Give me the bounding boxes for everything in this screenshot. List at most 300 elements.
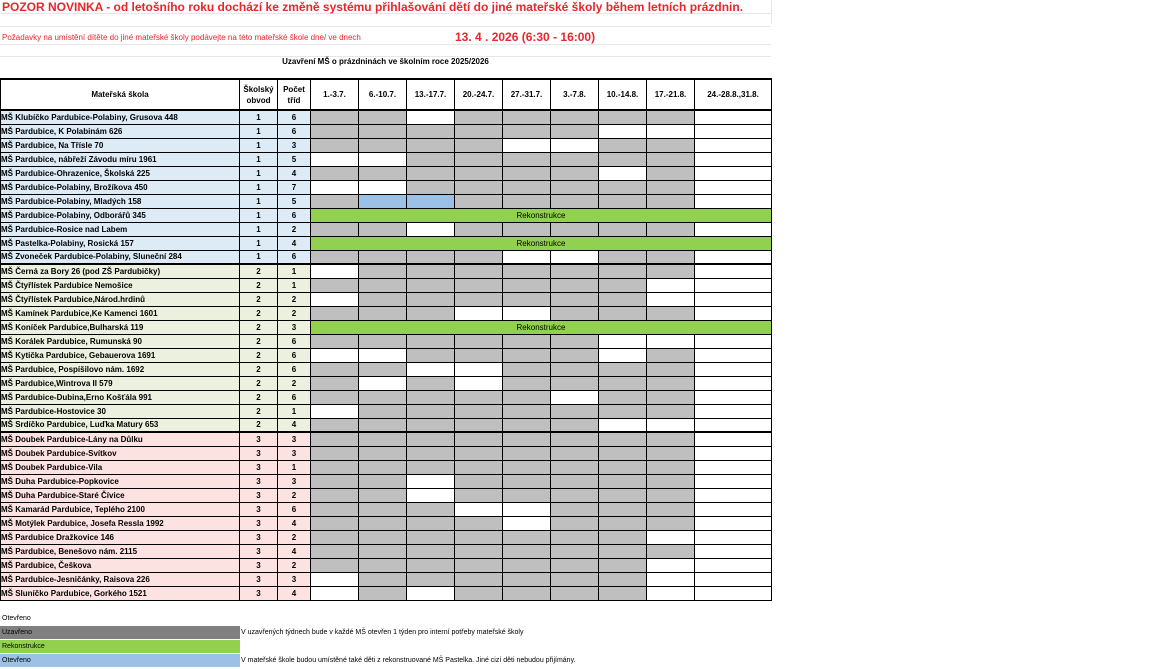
closed-cell (647, 376, 695, 390)
table-row (1, 334, 772, 348)
school-name: MŠ Koníček Pardubice,Bulharská 119 (1, 320, 240, 334)
school-name: MŠ Čtyřlístek Pardubice,Národ.hrdinů (1, 292, 240, 306)
closed-cell (359, 166, 407, 180)
table-row (1, 236, 772, 250)
school-classes: 5 (278, 194, 311, 208)
school-name: MŠ Pardubice-Dubina,Erno Košťála 991 (1, 390, 240, 404)
closed-cell (503, 110, 551, 124)
closed-cell (407, 418, 455, 432)
closed-cell (503, 362, 551, 376)
closed-cell (455, 390, 503, 404)
closed-cell (551, 110, 599, 124)
table-row (1, 488, 772, 502)
closed-cell (455, 460, 503, 474)
school-district: 3 (240, 446, 278, 460)
open-cell (551, 390, 599, 404)
closed-cell (359, 404, 407, 418)
closed-cell (599, 250, 647, 264)
open-cell (695, 292, 772, 306)
open-cell (455, 502, 503, 516)
closed-cell (455, 124, 503, 138)
school-name: MŠ Pastelka-Polabiny, Rosická 157 (1, 236, 240, 250)
school-district: 2 (240, 320, 278, 334)
closed-cell (407, 180, 455, 194)
open-cell (503, 502, 551, 516)
closed-cell (359, 138, 407, 152)
closed-cell (503, 264, 551, 278)
closed-cell (359, 432, 407, 446)
open-cell (695, 348, 772, 362)
week-header: 3.-7.8. (551, 79, 599, 110)
school-name: MŠ Pardubice Dražkovice 146 (1, 530, 240, 544)
school-district: 3 (240, 586, 278, 600)
closed-cell (407, 544, 455, 558)
closed-cell (551, 194, 599, 208)
open-cell (695, 180, 772, 194)
school-classes: 3 (278, 320, 311, 334)
school-classes: 4 (278, 516, 311, 530)
table-row (1, 390, 772, 404)
closed-cell (455, 292, 503, 306)
open-cell (551, 138, 599, 152)
table-row (1, 558, 772, 572)
col-classes-header: Počet tříd (278, 79, 311, 110)
table-row (1, 110, 772, 124)
closed-cell (503, 152, 551, 166)
legend-open-alt: Otevřeno (0, 654, 240, 667)
closed-cell (503, 530, 551, 544)
closed-cell (551, 306, 599, 320)
closed-cell (407, 250, 455, 264)
closed-cell (647, 362, 695, 376)
open-cell (695, 544, 772, 558)
open-cell (647, 558, 695, 572)
open-cell (695, 586, 772, 600)
request-date: 13. 4 . 2026 (6:30 - 16:00) (455, 30, 596, 44)
closed-cell (407, 348, 455, 362)
closed-cell (407, 278, 455, 292)
closed-cell (455, 586, 503, 600)
closed-cell (311, 502, 359, 516)
closed-cell (359, 572, 407, 586)
closed-cell (359, 264, 407, 278)
closed-cell (647, 264, 695, 278)
open-cell (695, 390, 772, 404)
open-cell (455, 376, 503, 390)
closed-cell (503, 124, 551, 138)
closed-cell (359, 460, 407, 474)
school-district: 3 (240, 516, 278, 530)
closed-cell (455, 222, 503, 236)
closed-cell (455, 488, 503, 502)
closed-cell (407, 572, 455, 586)
open-cell (695, 306, 772, 320)
closed-cell (551, 166, 599, 180)
closed-cell (455, 474, 503, 488)
open-cell (551, 250, 599, 264)
legend-open: Otevřeno (0, 612, 240, 625)
closed-cell (599, 474, 647, 488)
school-classes: 3 (278, 474, 311, 488)
closed-cell (311, 488, 359, 502)
school-name: MŠ Zvoneček Pardubice-Polabiny, Sluneční 284 (1, 250, 240, 264)
closed-cell (599, 530, 647, 544)
closed-cell (311, 530, 359, 544)
school-district: 2 (240, 418, 278, 432)
open-cell (407, 474, 455, 488)
open-cell (695, 558, 772, 572)
open-cell (407, 110, 455, 124)
open-cell (599, 166, 647, 180)
closed-cell (311, 110, 359, 124)
closed-cell (599, 180, 647, 194)
school-name: MŠ Pardubice, Benešovo nám. 2115 (1, 544, 240, 558)
school-district: 1 (240, 124, 278, 138)
open-cell (359, 152, 407, 166)
open-cell (455, 306, 503, 320)
school-name: MŠ Doubek Pardubice-Svítkov (1, 446, 240, 460)
table-row (1, 194, 772, 208)
school-name: MŠ Pardubice, Češkova (1, 558, 240, 572)
closed-cell (311, 432, 359, 446)
school-classes: 1 (278, 404, 311, 418)
closed-cell (311, 460, 359, 474)
table-row (1, 264, 772, 278)
open-cell (647, 278, 695, 292)
open-cell (695, 250, 772, 264)
open-cell (407, 488, 455, 502)
closed-cell (551, 348, 599, 362)
school-classes: 2 (278, 306, 311, 320)
school-district: 1 (240, 236, 278, 250)
table-row (1, 320, 772, 334)
table-row (1, 544, 772, 558)
table-row (1, 152, 772, 166)
school-classes: 5 (278, 152, 311, 166)
closed-cell (455, 516, 503, 530)
week-header: 20.-24.7. (455, 79, 503, 110)
school-classes: 6 (278, 390, 311, 404)
closed-cell (455, 446, 503, 460)
school-name: MŠ Pardubice-Jesničánky, Raisova 226 (1, 572, 240, 586)
closed-cell (647, 152, 695, 166)
school-name: MŠ Pardubice-Polabiny, Mladých 158 (1, 194, 240, 208)
closed-cell (455, 180, 503, 194)
closed-cell (599, 488, 647, 502)
open-cell (503, 306, 551, 320)
closed-cell (551, 152, 599, 166)
table-row (1, 208, 772, 222)
school-name: MŠ Klubíčko Pardubice-Polabiny, Grusova 448 (1, 110, 240, 124)
school-classes: 3 (278, 432, 311, 446)
closed-cell (407, 334, 455, 348)
closed-cell (503, 278, 551, 292)
closed-cell (503, 222, 551, 236)
open-cell (695, 152, 772, 166)
open-cell (311, 180, 359, 194)
closed-cell (455, 138, 503, 152)
table-row (1, 432, 772, 446)
closed-cell (311, 376, 359, 390)
request-text: Požadavky na umístění dítěte do jiné mateřské školy podávejte na této mateřské škole dne/ ve dnech (2, 33, 361, 42)
closed-cell (407, 558, 455, 572)
reconstruction-cell: Rekonstrukce (311, 236, 772, 250)
school-district: 1 (240, 110, 278, 124)
closed-cell (311, 334, 359, 348)
school-name: MŠ Duha Pardubice-Popkovice (1, 474, 240, 488)
school-name: MŠ Pardubice-Hostovice 30 (1, 404, 240, 418)
closed-cell (407, 516, 455, 530)
closed-cell (311, 558, 359, 572)
closed-cell (647, 516, 695, 530)
open-cell (599, 418, 647, 432)
open-cell (647, 292, 695, 306)
closed-cell (647, 194, 695, 208)
open-cell (695, 418, 772, 432)
table-row (1, 516, 772, 530)
closed-cell (311, 306, 359, 320)
closed-cell (551, 586, 599, 600)
legend-note-closed: V uzavřených týdnech bude v každé MŠ otevřen 1 týden pro interní potřeby mateřské školy (241, 629, 524, 636)
closed-cell (599, 278, 647, 292)
closed-cell (551, 278, 599, 292)
closed-cell (359, 418, 407, 432)
table-row (1, 572, 772, 586)
closed-cell (311, 124, 359, 138)
school-name: MŠ Duha Pardubice-Staré Čívice (1, 488, 240, 502)
school-classes: 2 (278, 292, 311, 306)
table-body (1, 110, 772, 600)
school-classes: 6 (278, 208, 311, 222)
closed-cell (599, 460, 647, 474)
open-cell (695, 138, 772, 152)
school-classes: 2 (278, 530, 311, 544)
open-cell (311, 572, 359, 586)
school-classes: 2 (278, 488, 311, 502)
closed-cell (359, 292, 407, 306)
closed-cell (551, 362, 599, 376)
col-district-header: Školský obvod (240, 79, 278, 110)
closed-cell (311, 544, 359, 558)
school-district: 3 (240, 432, 278, 446)
open-cell (503, 516, 551, 530)
table-row (1, 138, 772, 152)
open-cell (599, 334, 647, 348)
closed-cell (455, 278, 503, 292)
school-name: MŠ Kamínek Pardubice,Ke Kamenci 1601 (1, 306, 240, 320)
closed-cell (503, 474, 551, 488)
closed-cell (359, 544, 407, 558)
open-cell (695, 334, 772, 348)
closed-cell (551, 334, 599, 348)
school-district: 3 (240, 530, 278, 544)
table-row (1, 348, 772, 362)
closed-cell (503, 418, 551, 432)
open-cell (455, 362, 503, 376)
school-district: 3 (240, 558, 278, 572)
closed-cell (359, 488, 407, 502)
closed-cell (455, 264, 503, 278)
closed-cell (551, 572, 599, 586)
closed-cell (455, 404, 503, 418)
school-name: MŠ Pardubice-Polabiny, Brožíkova 450 (1, 180, 240, 194)
school-name: MŠ Pardubice-Polabiny, Odborářů 345 (1, 208, 240, 222)
closed-cell (311, 138, 359, 152)
closed-cell (455, 432, 503, 446)
school-district: 2 (240, 264, 278, 278)
table-row (1, 362, 772, 376)
week-header: 27.-31.7. (503, 79, 551, 110)
school-classes: 4 (278, 544, 311, 558)
open-alt-cell (407, 194, 455, 208)
school-classes: 3 (278, 572, 311, 586)
table-row (1, 460, 772, 474)
school-name: MŠ Pardubice, K Polabinám 626 (1, 124, 240, 138)
open-cell (311, 152, 359, 166)
school-classes: 2 (278, 222, 311, 236)
open-cell (695, 194, 772, 208)
table-row (1, 530, 772, 544)
closed-cell (503, 432, 551, 446)
closed-cell (455, 348, 503, 362)
closed-cell (455, 152, 503, 166)
open-cell (695, 376, 772, 390)
header-row (1, 79, 772, 110)
closed-cell (311, 194, 359, 208)
closed-cell (647, 166, 695, 180)
school-name: MŠ Kamarád Pardubice, Teplého 2100 (1, 502, 240, 516)
open-cell (695, 432, 772, 446)
closed-cell (599, 404, 647, 418)
closed-cell (503, 180, 551, 194)
closed-cell (599, 152, 647, 166)
closed-cell (503, 544, 551, 558)
closed-cell (359, 250, 407, 264)
closed-cell (599, 544, 647, 558)
school-classes: 4 (278, 418, 311, 432)
closed-cell (599, 138, 647, 152)
open-cell (695, 516, 772, 530)
closed-cell (359, 390, 407, 404)
open-cell (695, 474, 772, 488)
closed-cell (599, 502, 647, 516)
closed-cell (455, 250, 503, 264)
closed-cell (359, 558, 407, 572)
table-row (1, 278, 772, 292)
school-classes: 6 (278, 110, 311, 124)
open-cell (407, 362, 455, 376)
closed-cell (455, 194, 503, 208)
table-row (1, 474, 772, 488)
open-cell (695, 460, 772, 474)
school-district: 2 (240, 362, 278, 376)
open-cell (311, 264, 359, 278)
closed-cell (503, 558, 551, 572)
open-cell (311, 348, 359, 362)
table-row (1, 586, 772, 600)
legend-reconstruction: Rekonstrukce (0, 640, 240, 653)
open-cell (599, 348, 647, 362)
open-cell (695, 166, 772, 180)
closed-cell (551, 222, 599, 236)
closed-cell (407, 376, 455, 390)
closed-cell (311, 362, 359, 376)
open-cell (647, 572, 695, 586)
closed-cell (311, 418, 359, 432)
closed-cell (407, 306, 455, 320)
school-district: 2 (240, 390, 278, 404)
open-cell (695, 222, 772, 236)
closed-cell (311, 278, 359, 292)
closed-cell (455, 572, 503, 586)
legend-note-open-alt: V mateřské škole budou umístěné také děti z rekonstruované MŠ Pastelka. Jiné cizí děti nebudou přijímány. (241, 657, 576, 664)
school-name: MŠ Motýlek Pardubice, Josefa Ressla 1992 (1, 516, 240, 530)
open-cell (647, 418, 695, 432)
closed-cell (407, 390, 455, 404)
closed-cell (311, 390, 359, 404)
open-cell (503, 138, 551, 152)
closed-cell (503, 390, 551, 404)
closed-cell (599, 390, 647, 404)
school-district: 2 (240, 376, 278, 390)
closed-cell (503, 194, 551, 208)
school-name: MŠ Pardubice, Na Třísle 70 (1, 138, 240, 152)
week-header: 17.-21.8. (647, 79, 695, 110)
school-classes: 7 (278, 180, 311, 194)
school-name: MŠ Pardubice-Rosice nad Labem (1, 222, 240, 236)
school-district: 1 (240, 180, 278, 194)
open-cell (359, 376, 407, 390)
open-cell (647, 586, 695, 600)
closed-cell (647, 488, 695, 502)
closed-cell (647, 306, 695, 320)
closed-cell (599, 264, 647, 278)
school-classes: 4 (278, 166, 311, 180)
school-district: 1 (240, 222, 278, 236)
closed-cell (359, 306, 407, 320)
closed-cell (647, 222, 695, 236)
closed-cell (407, 152, 455, 166)
school-district: 2 (240, 278, 278, 292)
school-classes: 6 (278, 334, 311, 348)
open-cell (695, 404, 772, 418)
table-row (1, 180, 772, 194)
closed-cell (455, 418, 503, 432)
closed-cell (455, 334, 503, 348)
school-name: MŠ Korálek Pardubice, Rumunská 90 (1, 334, 240, 348)
open-cell (695, 488, 772, 502)
closed-cell (551, 432, 599, 446)
closed-cell (503, 460, 551, 474)
school-district: 1 (240, 208, 278, 222)
open-cell (695, 572, 772, 586)
closed-cell (599, 222, 647, 236)
school-classes: 4 (278, 586, 311, 600)
closed-cell (359, 334, 407, 348)
reconstruction-cell: Rekonstrukce (311, 320, 772, 334)
closed-cell (359, 222, 407, 236)
closed-cell (551, 530, 599, 544)
closed-cell (599, 572, 647, 586)
school-name: MŠ Čtyřlístek Pardubice Nemošice (1, 278, 240, 292)
school-classes: 6 (278, 124, 311, 138)
closed-cell (599, 292, 647, 306)
school-district: 2 (240, 348, 278, 362)
school-name: MŠ Kytička Pardubice, Gebauerova 1691 (1, 348, 240, 362)
closed-cell (599, 362, 647, 376)
closed-cell (407, 502, 455, 516)
school-classes: 6 (278, 362, 311, 376)
